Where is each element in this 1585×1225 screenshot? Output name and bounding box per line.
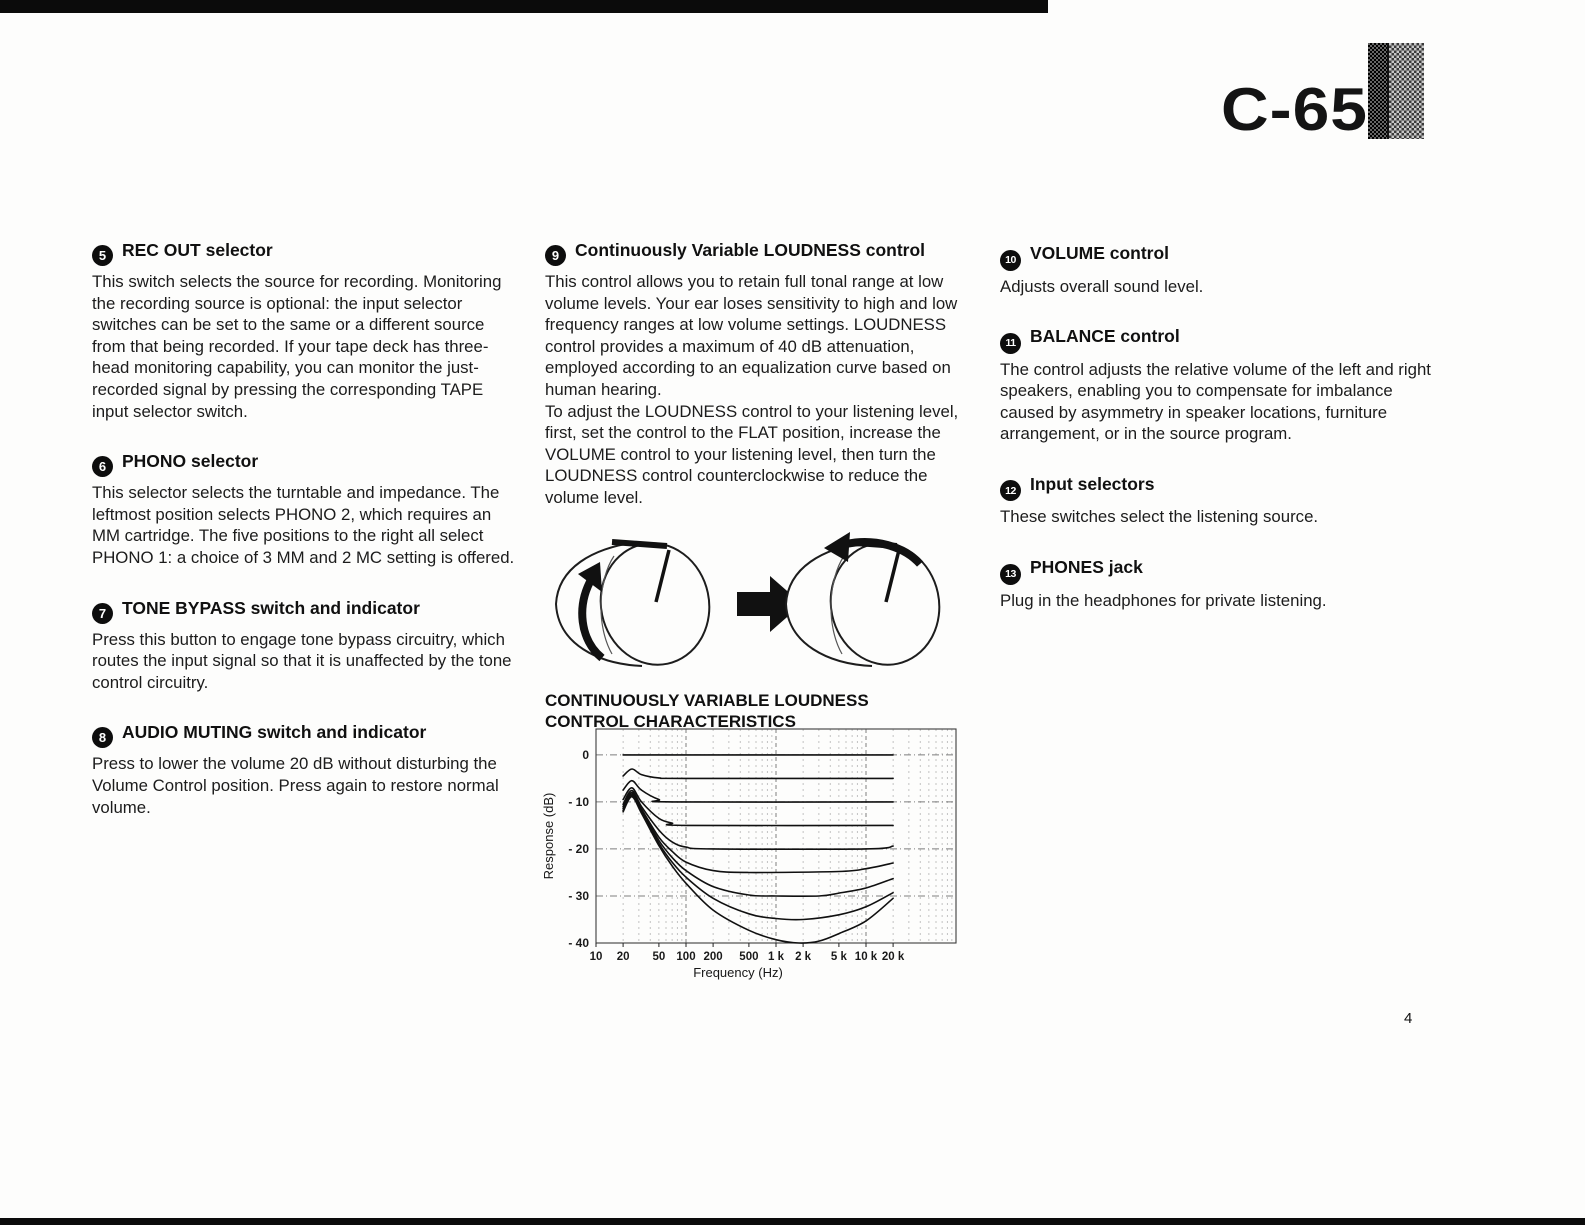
- model-logo: C-65: [1220, 75, 1368, 144]
- section-body: This control allows you to retain full tonal range at low volume levels. Your ear loses sensitivity to high and low frequency ranges at low volume settings. LOUDNESS control provides a maximum of 40 dB attenuation, employed according to an equalization curve based on human hearing.: [545, 272, 958, 399]
- knob-turn-up-illustration: [556, 533, 721, 675]
- section-title: 7 TONE BYPASS switch and indicator: [92, 598, 520, 624]
- section-volume-control: [1000, 243, 1432, 297]
- svg-text:Response (dB): Response (dB): [541, 792, 556, 880]
- section-body: Adjusts overall sound level.: [1000, 276, 1204, 296]
- section-title: 6 PHONO selector: [92, 451, 520, 477]
- section-body-2: To adjust the LOUDNESS control to your listening level, first, set the control to the FLAT position, increase the VOLUME control to your listening level, then turn the LOUDNESS control counterclockwise to reduce the volume level.: [545, 401, 959, 507]
- scan-edge-bottom-bar: [0, 1218, 1585, 1225]
- svg-text:5 k: 5 k: [830, 951, 847, 963]
- number-badge-icon: 12: [1000, 480, 1021, 501]
- scan-edge-top-bar: [0, 0, 1048, 13]
- section-title: 10 VOLUME control: [1000, 243, 1432, 271]
- figure-caption-line1: CONTINUOUSLY VARIABLE LOUDNESS: [545, 691, 869, 710]
- number-badge-icon: 13: [1000, 564, 1021, 585]
- section-title: 9 Continuously Variable LOUDNESS control: [545, 240, 979, 266]
- section-title: 12 Input selectors: [1000, 474, 1432, 502]
- section-tone-bypass: [92, 598, 520, 694]
- section-body: Press to lower the volume 20 dB without disturbing the Volume Control position. Press again to restore normal volume.: [92, 754, 499, 817]
- figure-caption-line2: CONTROL CHARACTERISTICS: [545, 712, 796, 731]
- section-title: 13 PHONES jack: [1000, 557, 1432, 585]
- svg-text:- 10: - 10: [568, 794, 589, 809]
- loudness-characteristics-chart: [538, 724, 980, 984]
- section-phones-jack: [1000, 557, 1432, 611]
- svg-text:2 k: 2 k: [795, 951, 812, 963]
- section-loudness-control: [545, 240, 979, 509]
- number-badge-icon: 5: [92, 245, 113, 266]
- section-body: Press this button to engage tone bypass circuitry, which routes the input signal so that it is unaffected by the tone control circuitry.: [92, 629, 512, 692]
- svg-text:10: 10: [589, 951, 603, 963]
- halftone-block: [1368, 43, 1424, 139]
- svg-text:- 20: - 20: [568, 841, 589, 856]
- section-body: This selector selects the turntable and impedance. The leftmost position selects PHONO 2, which requires an MM cartridge. The five positions to the right all select PHONO 1: a choice of 3 MM and 2 MC setting is offered.: [92, 483, 515, 567]
- section-balance-control: [1000, 326, 1432, 445]
- column-middle: [545, 240, 979, 538]
- svg-text:20: 20: [616, 951, 630, 963]
- section-phono-selector: [92, 451, 520, 568]
- section-title: 8 AUDIO MUTING switch and indicator: [92, 722, 520, 748]
- svg-text:Frequency (Hz): Frequency (Hz): [693, 965, 783, 980]
- svg-text:20 k: 20 k: [881, 951, 905, 963]
- section-audio-muting: [92, 722, 520, 818]
- section-rec-out-selector: [92, 240, 520, 422]
- svg-text:100: 100: [676, 951, 696, 963]
- svg-text:500: 500: [739, 951, 759, 963]
- number-badge-icon: 8: [92, 727, 113, 748]
- svg-text:10 k: 10 k: [854, 951, 878, 963]
- knob-turn-left-illustration: [786, 532, 951, 675]
- section-body: These switches select the listening source.: [1000, 507, 1319, 527]
- svg-text:50: 50: [652, 951, 666, 963]
- loudness-knob-figure: [552, 512, 952, 684]
- halftone-light-strip: [1389, 43, 1424, 139]
- svg-text:200: 200: [703, 951, 723, 963]
- page-number: 4: [1404, 1010, 1413, 1027]
- section-title: 11 BALANCE control: [1000, 326, 1432, 354]
- number-badge-icon: 6: [92, 456, 113, 477]
- number-badge-icon: 7: [92, 603, 113, 624]
- number-badge-icon: 10: [1000, 250, 1021, 271]
- svg-text:- 40: - 40: [568, 936, 589, 950]
- svg-text:0: 0: [582, 747, 589, 762]
- number-badge-icon: 9: [545, 245, 566, 266]
- section-body: The control adjusts the relative volume of the left and right speakers, enabling you to compensate for imbalance caused by asymmetry in speaker locations, furniture arrangement, or in the source program.: [1000, 359, 1431, 444]
- section-body: Plug in the headphones for private listening.: [1000, 590, 1327, 610]
- section-title: 5 REC OUT selector: [92, 240, 520, 266]
- svg-text:1 k: 1 k: [768, 951, 784, 963]
- halftone-dark-strip: [1368, 43, 1389, 139]
- number-badge-icon: 11: [1000, 333, 1021, 354]
- section-body: This switch selects the source for recording. Monitoring the recording source is optional: the input selector switches can be set to the same or a different source from that being recorded. If your tape deck has three-head monitoring capability, you can monitor the just-recorded signal by pressing the corresponding TAPE input selector switch.: [92, 272, 502, 421]
- column-left: [92, 240, 520, 847]
- section-input-selectors: [1000, 474, 1432, 528]
- svg-text:- 30: - 30: [568, 889, 589, 903]
- column-right: [1000, 243, 1432, 640]
